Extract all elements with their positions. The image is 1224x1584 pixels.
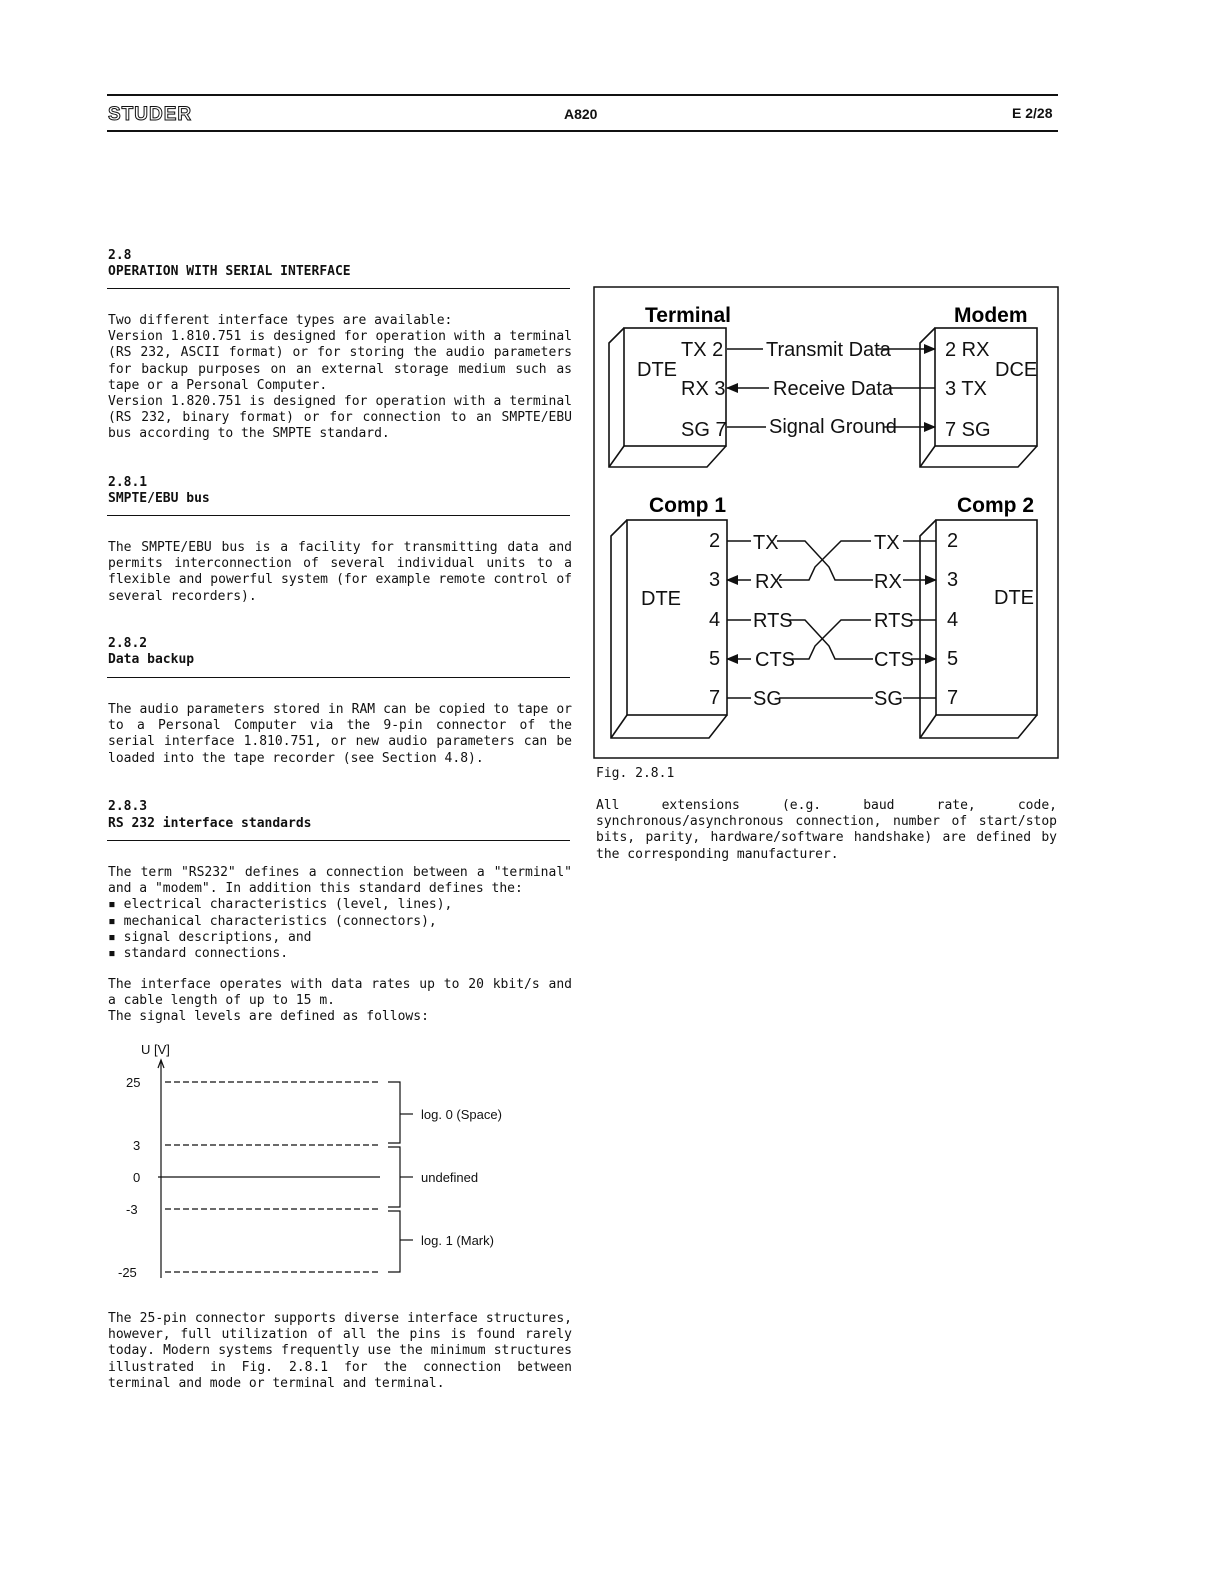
page-number: E 2/28 bbox=[1012, 105, 1053, 121]
list-item: signal descriptions, and bbox=[123, 929, 312, 945]
modem-box-bevel bbox=[920, 446, 935, 467]
pin-label: SG 7 bbox=[681, 419, 727, 441]
section-rule bbox=[107, 677, 570, 678]
signal-label: RTS bbox=[874, 610, 914, 632]
intro-version-2: Version 1.820.751 is designed for operation with a terminal (RS 232, binary format) or for connection to an SMPTE/EBU bus according to the SMPTE standard. bbox=[108, 394, 572, 442]
header-bottom-rule bbox=[107, 130, 1058, 132]
tick-label: 3 bbox=[133, 1138, 141, 1153]
pin-number: 3 bbox=[709, 569, 721, 591]
signal-label: Transmit Data bbox=[766, 339, 891, 361]
pin-label: 3 TX bbox=[945, 378, 987, 400]
tick-label: -25 bbox=[118, 1265, 137, 1280]
section-title: SMPTE/EBU bus bbox=[108, 491, 210, 506]
section-title: RS 232 interface standards bbox=[108, 816, 312, 831]
dce-label: DCE bbox=[995, 359, 1038, 381]
band-bracket bbox=[388, 1211, 400, 1272]
comp2-box-bevel bbox=[920, 520, 1037, 738]
comp2-box-bevel bbox=[920, 715, 936, 738]
section-rule bbox=[107, 840, 570, 841]
band-bracket bbox=[388, 1082, 400, 1143]
crossover-wire bbox=[777, 541, 873, 580]
signal-level-diagram bbox=[108, 1036, 578, 1286]
pin-number: 2 bbox=[947, 530, 959, 552]
model-name: A820 bbox=[564, 106, 598, 122]
paragraph-smpte: The SMPTE/EBU bus is a facility for transmitting data and permits interconnection of several individual units to a flexible and powerful system (for example remote control of several recorders). bbox=[108, 540, 572, 604]
signal-label: SG bbox=[753, 688, 782, 710]
pin-number: 5 bbox=[709, 648, 721, 670]
terminal-box-bevel bbox=[609, 446, 624, 467]
band-label: log. 0 (Space) bbox=[421, 1107, 502, 1122]
section-number: 2.8.1 bbox=[108, 475, 148, 490]
axis-label: U [V] bbox=[141, 1042, 170, 1057]
pin-label: TX 2 bbox=[681, 339, 724, 361]
dte-label: DTE bbox=[994, 587, 1034, 609]
tick-label: -3 bbox=[126, 1202, 138, 1217]
paragraph-rs232: The term "RS232" defines a connection between a "terminal" and a "modem". In addition this standard defines the: ▪ electrical characteristics (level, lines), ▪ mechanical characteristics (connectors), ▪ signal descriptions, and ▪ standard connections. bbox=[108, 865, 572, 962]
paragraph-backup: The audio parameters stored in RAM can be copied to tape or to a Personal Computer via the 9-pin connector of the serial interface 1.810.751, or new audio parameters can be loaded into the tape recorder (see Section 4.8). bbox=[108, 702, 572, 766]
signal-label: SG bbox=[874, 688, 903, 710]
signal-label: RX bbox=[874, 571, 902, 593]
crossover-wire bbox=[779, 541, 871, 580]
section-title: Data backup bbox=[108, 652, 195, 667]
section-title: OPERATION WITH SERIAL INTERFACE bbox=[108, 264, 351, 279]
signal-label: RTS bbox=[753, 610, 793, 632]
pin-number: 3 bbox=[947, 569, 959, 591]
section-number: 2.8.2 bbox=[108, 636, 148, 651]
signal-label: TX bbox=[753, 532, 779, 554]
modem-title: Modem bbox=[954, 304, 1028, 327]
section-rule bbox=[107, 288, 570, 289]
dte-label: DTE bbox=[637, 359, 677, 381]
pin-number: 7 bbox=[947, 687, 959, 709]
figure-caption: Fig. 2.8.1 bbox=[596, 766, 675, 781]
tick-label: 25 bbox=[126, 1075, 141, 1090]
studer-logo: STUDER bbox=[108, 104, 193, 125]
pin-number: 7 bbox=[709, 687, 721, 709]
comp2-title: Comp 2 bbox=[957, 494, 1035, 517]
connection-figure bbox=[593, 286, 1060, 761]
pin-number: 2 bbox=[709, 530, 721, 552]
comp1-box-bevel bbox=[611, 715, 627, 738]
list-item: standard connections. bbox=[123, 946, 289, 962]
pin-number: 5 bbox=[947, 648, 959, 670]
rates-text: The interface operates with data rates up to 20 kbit/s and a cable length of up to 15 m. bbox=[108, 977, 572, 1009]
band-label: undefined bbox=[421, 1170, 479, 1185]
pin-number: 4 bbox=[709, 609, 721, 631]
header-top-rule bbox=[107, 94, 1058, 96]
signal-label: TX bbox=[874, 532, 900, 554]
section-rule bbox=[107, 515, 570, 516]
paragraph-25pin: The 25-pin connector supports diverse interface structures, however, full utilization of all the pins is found rarely today. Modern systems frequently use the minimum structures illustrated in Fig. 2.8.1 for the connection between terminal and mode or terminal and terminal. bbox=[108, 1311, 572, 1391]
signal-label: CTS bbox=[874, 649, 914, 671]
signal-label: Signal Ground bbox=[769, 416, 897, 438]
levels-intro: The signal levels are defined as follows: bbox=[108, 1009, 429, 1025]
list-item: mechanical characteristics (connectors), bbox=[123, 913, 437, 929]
paragraph-intro bbox=[108, 313, 572, 443]
pin-label: 7 SG bbox=[945, 419, 991, 441]
paragraph-extensions: All extensions (e.g. baud rate, code, synchronous/asynchronous connection, number of start/stop bits, parity, hardware/software handshake) are defined by the corresponding manufacturer. bbox=[596, 798, 1057, 862]
pin-number: 4 bbox=[947, 609, 959, 631]
list-item: electrical characteristics (level, lines), bbox=[123, 897, 453, 913]
band-bracket bbox=[388, 1147, 400, 1207]
pin-label: RX 3 bbox=[681, 378, 726, 400]
tick-label: 0 bbox=[133, 1170, 141, 1185]
crossover-wire bbox=[787, 620, 873, 659]
section-number: 2.8 bbox=[108, 248, 132, 263]
signal-label: CTS bbox=[755, 649, 795, 671]
signal-label: Receive Data bbox=[773, 378, 894, 400]
rs232-intro: The term "RS232" defines a connection between a "terminal" and a "modem". In addition this standard defines the: bbox=[108, 865, 572, 897]
pin-label: 2 RX bbox=[945, 339, 990, 361]
section-number: 2.8.3 bbox=[108, 799, 148, 814]
crossover-wire bbox=[787, 620, 871, 659]
dte-label: DTE bbox=[641, 588, 681, 610]
signal-label: RX bbox=[755, 571, 783, 593]
intro-line: Two different interface types are available: bbox=[108, 313, 453, 328]
paragraph-rates bbox=[108, 977, 572, 1026]
terminal-title: Terminal bbox=[645, 304, 731, 327]
band-label: log. 1 (Mark) bbox=[421, 1233, 494, 1248]
comp1-title: Comp 1 bbox=[649, 494, 727, 517]
intro-version-1: Version 1.810.751 is designed for operation with a terminal (RS 232, ASCII format) or for storing the audio parameters for backup purposes on an external storage medium such as tape or a Personal Computer. bbox=[108, 329, 572, 393]
